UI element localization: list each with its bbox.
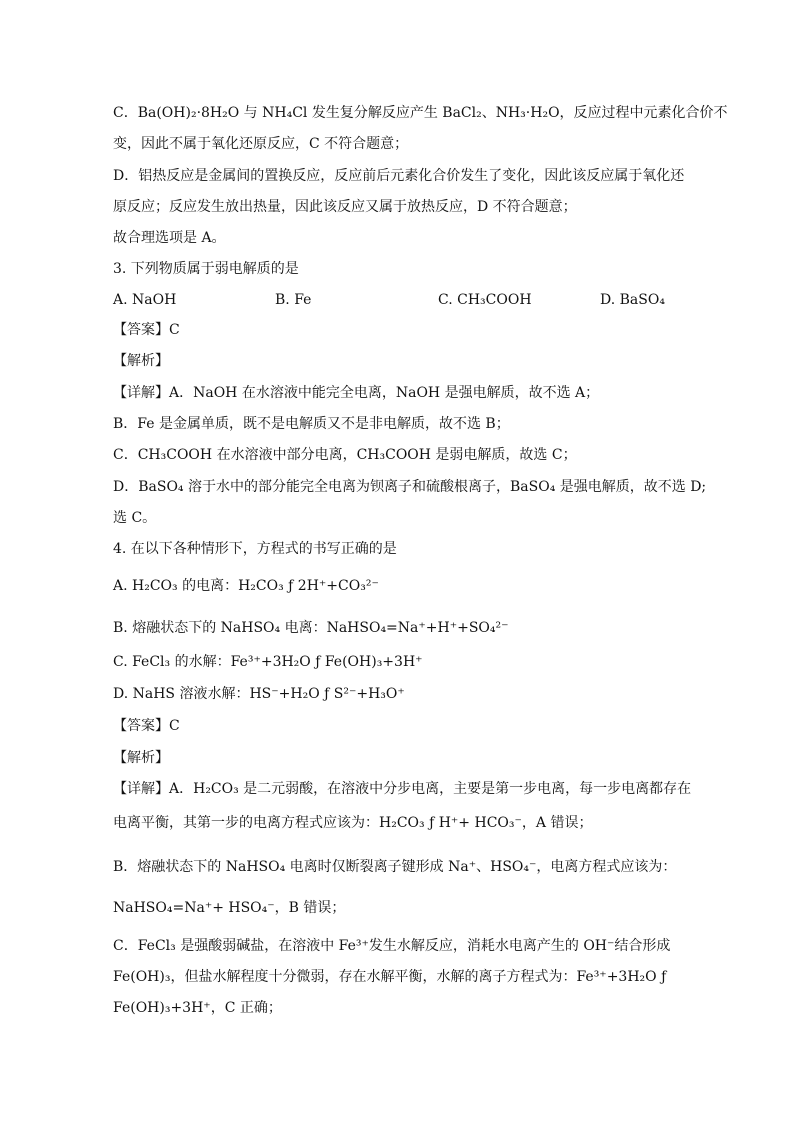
question-3-answer: 【答案】C — [113, 322, 180, 338]
prev-option-c-line-1: C．Ba(OH)₂·8H₂O 与 NH₄Cl 发生复分解反应产生 BaCl₂、NH₃·H₂O，反应过程中元素化合价不 — [113, 105, 728, 121]
question-3-option-b: B. Fe — [275, 292, 312, 308]
prev-conclusion: 故合理选项是 A。 — [113, 230, 226, 246]
question-4-detail-b-line-1: B．熔融状态下的 NaHSO₄ 电离时仅断裂离子键形成 Na⁺、HSO₄⁻，电离方程式应该为： — [113, 859, 677, 875]
question-4-stem: 4. 在以下各种情形下，方程式的书写正确的是 — [113, 541, 397, 557]
question-4-option-b: B. 熔融状态下的 NaHSO₄ 电离：NaHSO₄=Na⁺+H⁺+SO₄²⁻ — [113, 620, 509, 636]
question-4-option-d: D. NaHS 溶液水解：HS⁻+H₂O ƒ S²⁻+H₃O⁺ — [113, 686, 405, 702]
question-4-detail-a-line-1: 【详解】A．H₂CO₃ 是二元弱酸，在溶液中分步电离，主要是第一步电离，每一步电离都存在 — [113, 781, 692, 797]
question-3-detail-b: B．Fe 是金属单质，既不是电解质又不是非电解质，故不选 B； — [113, 416, 510, 432]
question-4-detail-c-line-3: Fe(OH)₃+3H⁺，C 正确； — [113, 1000, 282, 1016]
question-4-analysis-label: 【解析】 — [113, 750, 169, 766]
question-4-detail-c-line-1: C．FeCl₃ 是强酸弱碱盐，在溶液中 Fe³⁺发生水解反应，消耗水电离产生的 OH⁻结合形成 — [113, 938, 671, 954]
question-3-detail-conclusion: 选 C。 — [113, 510, 157, 526]
question-4-detail-b-line-2: NaHSO₄=Na⁺+ HSO₄⁻，B 错误； — [113, 900, 346, 916]
question-4-option-a: A. H₂CO₃ 的电离：H₂CO₃ ƒ 2H⁺+CO₃²⁻ — [113, 578, 379, 594]
question-3-detail-a: 【详解】A．NaOH 在水溶液中能完全电离，NaOH 是强电解质，故不选 A； — [113, 385, 600, 401]
prev-option-c-line-2: 变，因此不属于氧化还原反应，C 不符合题意； — [113, 136, 409, 152]
question-3-stem: 3. 下列物质属于弱电解质的是 — [113, 261, 299, 277]
question-4-detail-c-line-2: Fe(OH)₃，但盐水解程度十分微弱，存在水解平衡，水解的离子方程式为：Fe³⁺+3H₂O ƒ — [113, 969, 667, 985]
prev-option-d-line-2: 原反应；反应发生放出热量，因此该反应又属于放热反应，D 不符合题意； — [113, 199, 577, 215]
question-3-analysis-label: 【解析】 — [113, 353, 169, 369]
question-3-detail-d: D．BaSO₄ 溶于水中的部分能完全电离为钡离子和硫酸根离子，BaSO₄ 是强电解质，故不选 D; — [113, 479, 707, 495]
question-4-option-c: C. FeCl₃ 的水解：Fe³⁺+3H₂O ƒ Fe(OH)₃+3H⁺ — [113, 654, 423, 670]
question-4-answer: 【答案】C — [113, 718, 180, 734]
question-3-option-a: A. NaOH — [113, 292, 177, 308]
prev-option-d-line-1: D．铝热反应是金属间的置换反应，反应前后元素化合价发生了变化，因此该反应属于氧化还 — [113, 168, 685, 184]
question-4-detail-a-line-2: 电离平衡，其第一步的电离方程式应该为：H₂CO₃ ƒ H⁺+ HCO₃⁻，A 错误； — [113, 815, 593, 831]
question-3-option-d: D. BaSO₄ — [600, 292, 665, 308]
question-3-detail-c: C．CH₃COOH 在水溶液中部分电离，CH₃COOH 是弱电解质，故选 C； — [113, 447, 577, 463]
question-3-option-c: C. CH₃COOH — [438, 292, 532, 308]
